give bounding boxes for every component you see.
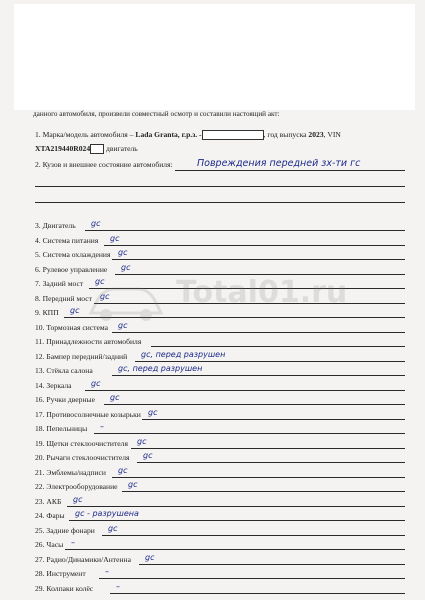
intro-text: данного автомобиля, произвели совместный осмотр и составили настоящий акт: bbox=[33, 110, 280, 118]
item-label: 7. Задний мост bbox=[35, 279, 84, 288]
item-value: gc bbox=[137, 436, 147, 446]
item-label: 23. АКБ bbox=[35, 496, 62, 506]
item-value: gc, перед разрушен bbox=[118, 364, 203, 373]
item-underline bbox=[94, 433, 405, 434]
item-label: 20. Рычаги стеклоочистителя bbox=[35, 453, 130, 462]
item-label: 18. Пепельницы bbox=[35, 424, 88, 433]
item-underline bbox=[135, 361, 405, 362]
item-value: gc bbox=[100, 291, 110, 301]
item-underline bbox=[85, 230, 405, 231]
item-label: 6. Рулевое управление bbox=[35, 264, 108, 274]
item-underline bbox=[65, 549, 405, 550]
item-value: gc bbox=[70, 306, 80, 315]
item-value: – bbox=[100, 422, 104, 431]
item-label: 21. Эмблемы/надписи bbox=[35, 467, 106, 477]
item-value: gc bbox=[73, 494, 83, 504]
item-value: gc bbox=[110, 233, 120, 243]
item-value: – bbox=[105, 567, 109, 576]
item-label: 4. Система питания bbox=[35, 235, 99, 245]
item-label: 9. КПП bbox=[35, 308, 59, 317]
item-underline bbox=[104, 404, 405, 405]
item-label: 28. Инструмент bbox=[35, 569, 86, 578]
item-underline bbox=[104, 245, 405, 246]
item-value: gc - разрушена bbox=[75, 509, 139, 518]
item-underline bbox=[112, 375, 405, 376]
item-1-line bbox=[35, 130, 341, 140]
item-value: gc bbox=[118, 320, 128, 330]
item-label: 25. Задние фонари bbox=[35, 525, 95, 535]
item-underline bbox=[69, 520, 405, 521]
item-value: gc bbox=[91, 219, 101, 228]
item-label: 13. Стёкла салона bbox=[35, 366, 93, 375]
item-underline bbox=[102, 535, 405, 536]
item-2-value: Повреждения передней зх-ти гс bbox=[197, 158, 361, 169]
item-label: 29. Колпаки колёс bbox=[35, 583, 94, 593]
item-label: 5. Система охлаждения bbox=[35, 250, 111, 259]
item-2-line-1 bbox=[175, 170, 405, 171]
vin-value: XTA219440R024 bbox=[35, 144, 91, 153]
vin-redaction bbox=[90, 144, 104, 154]
year-label: , год выпуска bbox=[263, 130, 309, 139]
item-label: 27. Радио/Динамики/Антенна bbox=[35, 554, 131, 564]
item-label: 3. Двигатель bbox=[35, 221, 76, 230]
item-value: – bbox=[116, 581, 120, 591]
vin-label: , VIN bbox=[323, 130, 341, 139]
item-label: 19. Щетки стеклоочистителя bbox=[35, 438, 128, 448]
item-underline bbox=[112, 259, 405, 260]
watermark bbox=[86, 275, 348, 335]
item-label: 8. Передний мост bbox=[35, 293, 92, 303]
item-label: 17. Противосолнечные козырьки bbox=[35, 409, 141, 419]
item-1-prefix: 1. Марка/модель автомобиля – bbox=[35, 130, 136, 139]
item-value: – bbox=[71, 538, 75, 547]
item-value: gc bbox=[110, 393, 120, 402]
item-label: 16. Ручки дверные bbox=[35, 395, 95, 404]
item-2-label: 2. Кузов и внешнее состояние автомобиля: bbox=[35, 160, 173, 169]
item-underline bbox=[139, 564, 405, 565]
car-model: Lada Granta bbox=[135, 130, 178, 139]
item-value: gc bbox=[118, 465, 128, 475]
item-underline bbox=[112, 477, 405, 478]
item-label: 14. Зеркала bbox=[35, 380, 72, 390]
car-watermark-icon bbox=[86, 275, 166, 325]
item-2-line-2 bbox=[35, 186, 405, 187]
year-value: 2023 bbox=[308, 130, 324, 139]
item-value: gc bbox=[108, 523, 118, 533]
item-value: gc bbox=[145, 552, 155, 562]
item-label: 24. Фары bbox=[35, 511, 65, 520]
item-value: gc bbox=[148, 407, 158, 417]
item-value: gc bbox=[128, 480, 138, 489]
item-underline bbox=[67, 506, 405, 507]
item-value: gc bbox=[143, 451, 153, 460]
item-label: 11. Принадлежности автомобиля bbox=[35, 337, 142, 346]
item-underline bbox=[142, 419, 405, 420]
redacted-header bbox=[14, 4, 415, 110]
item-underline bbox=[122, 491, 405, 492]
watermark-text: Total01.ru bbox=[176, 275, 348, 310]
item-underline bbox=[110, 593, 405, 594]
item-value: gc bbox=[91, 378, 101, 388]
item-label: 26. Часы bbox=[35, 540, 64, 549]
item-underline bbox=[137, 462, 405, 463]
plate-label: , г.р.з. - bbox=[177, 130, 202, 139]
item-label: 22. Электрооборудование bbox=[35, 482, 118, 491]
item-value: gc bbox=[118, 248, 128, 257]
item-underline bbox=[99, 578, 405, 579]
item-label: 10. Тормозная система bbox=[35, 322, 108, 332]
item-1-line-2 bbox=[35, 144, 138, 154]
engine-label: двигатель bbox=[104, 144, 138, 153]
item-underline bbox=[151, 346, 405, 347]
item-underline bbox=[85, 390, 405, 391]
item-value: gc bbox=[121, 262, 131, 272]
item-label: 12. Бампер передний/задний bbox=[35, 351, 128, 361]
item-underline bbox=[131, 448, 405, 449]
item-value: gc bbox=[95, 277, 105, 286]
plate-redaction bbox=[202, 130, 264, 140]
item-value: gc, перед разрушен bbox=[141, 349, 226, 359]
item-2-line-3 bbox=[35, 202, 405, 203]
